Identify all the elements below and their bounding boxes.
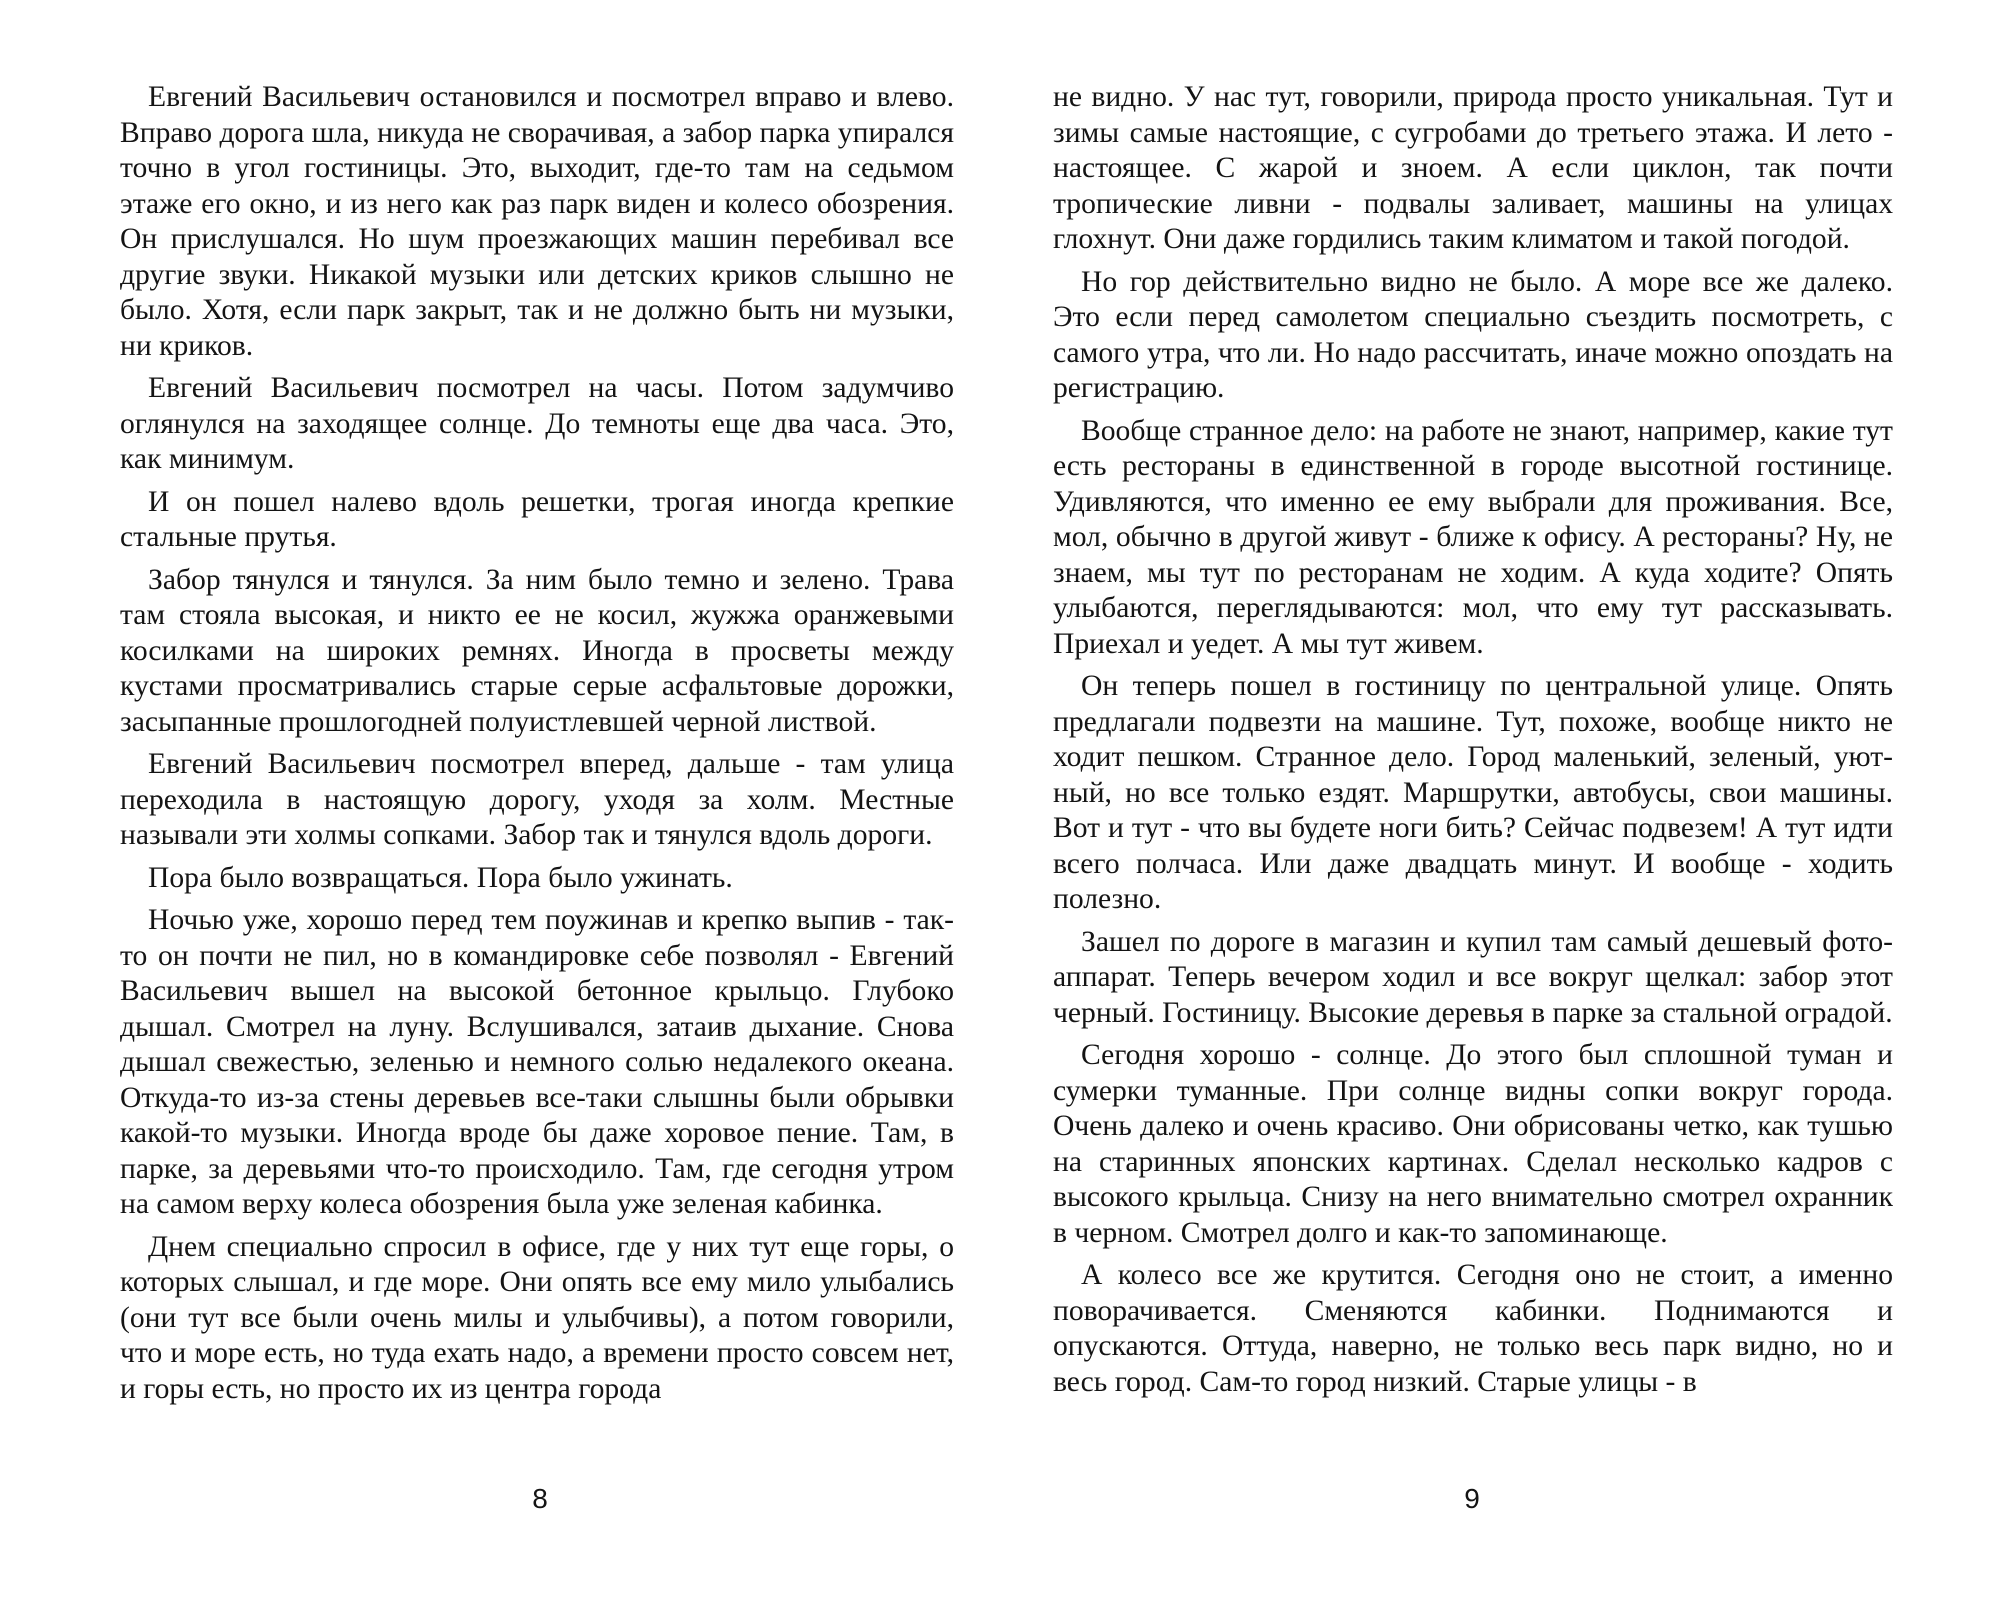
paragraph: А колесо все же крутится. Сегодня оно не стоит, а именно поворачивается. Сменяются кабинки. Поднимаются и опускаются. Оттуда, наверно, не только весь парк видно, но и весь город. Сам-то город низкий. Старые улицы - в [1053, 1259, 1893, 1398]
paragraph: И он пошел налево вдоль решетки, трогая иногда крепкие стальные прутья. [120, 485, 954, 553]
page-number-right: 9 [1464, 1483, 1480, 1514]
paragraph: Зашел по дороге в магазин и купил там самый дешевый фотоаппарат. Теперь вечером ходил и все вокруг щелкал: забор этот черный. Гостиницу. Высокие деревья в парке за стальной оградой. [1053, 925, 1893, 1029]
right-page-text [1053, 80, 1893, 1460]
paragraph-continued: не видно. У нас тут, говорили, природа просто уникальная. Тут и зимы самые настоящие, с сугробами до третьего этажа. И лето - настоящее. С жарой и зноем. А если циклон, так почти тропические ливни - подвалы заливает, машины на улицах глохнут. Они даже гордились таким климатом и такой погодой. [1053, 81, 1893, 255]
paragraph: Евгений Васильевич посмотрел на часы. Потом задумчиво оглянулся на заходящее солнце. До темноты еще два часа. Это, как минимум. [120, 372, 954, 475]
paragraph: Но гор действительно видно не было. А море все же далеко. Это если перед самолетом специально съездить посмотреть, с самого утра, что ли. Но надо рассчитать, иначе можно опоздать на регистрацию. [1053, 265, 1893, 404]
paragraph: Сегодня хорошо - солнце. До этого был сплошной туман и сумерки туманные. При солнце видны сопки вокруг города. Очень далеко и очень красиво. Они обрисованы четко, как тушью на старинных японских картинах. Сделал несколько кадров с высокого крыльца. Снизу на него внимательно смотрел охранник в черном. Смотрел долго и как-то запоминающе. [1053, 1039, 1893, 1249]
right-page [1053, 80, 1893, 1460]
paragraph: Евгений Васильевич остановился и посмотрел вправо и влево. Вправо дорога шла, никуда не сворачивая, а забор парка упирался точно в угол гостиницы. Это, выходит, где-то там на седьмом этаже его окно, и из него как раз парк виден и колесо обозрения. Он прислушался. Но шум проезжающих машин перебивал все другие звуки. Никакой музыки или детских криков слышно не было. Хотя, если парк закрыт, так и не должно быть ни музыки, ни криков. [120, 81, 954, 362]
paragraph: Днем специально спросил в офисе, где у них тут еще горы, о которых слышал, и где море. Они опять все ему мило улыбались (они тут все были очень милы и улыбчивы), а потом говорили, что и море есть, но туда ехать надо, а времени просто совсем нет, и горы есть, но просто их из центра города [120, 1230, 954, 1405]
paragraph: Пора было возвращаться. Пора было ужинать. [148, 861, 733, 894]
page-number-left: 8 [532, 1483, 548, 1514]
paragraph: Он теперь пошел в гостиницу по центральной улице. Опять предлагали подвезти на машине. Тут, похоже, вообще никто не ходит пешком. Странное дело. Город маленький, зеленый, уютный, но все только ездят. Маршрутки, автобусы, свои машины. Вот и тут - что вы будете ноги бить? Сейчас подвезем! А тут идти всего полчаса. Или даже двадцать минут. И вообще - ходить полезно. [1053, 670, 1893, 915]
paragraph: Вообще странное дело: на работе не знают, например, какие тут есть рестораны в единственной в городе высотной гостинице. Удивляются, что именно ее ему выбрали для проживания. Все, мол, обычно в другой живут - ближе к офису. А рестораны? Ну, не знаем, мы тут по ресторанам не ходим. А куда ходите? Опять улыбаются, переглядываются: мол, что ему тут рассказывать. Приехал и уедет. А мы тут живем. [1053, 414, 1893, 660]
paragraph: Забор тянулся и тянулся. За ним было темно и зелено. Трава там стояла высокая, и никто ее не косил, жужжа оранжевыми косилками на широких ремнях. Иногда в просветы между кустами просматривались старые серые асфальтовые дорожки, засыпанные прошлогодней полуистлевшей черной листвой. [120, 563, 954, 738]
paragraph: Евгений Васильевич посмотрел вперед, дальше - там улица переходила в настоящую дорогу, уходя за холм. Местные называли эти холмы сопками. Забор так и тянулся вдоль дороги. [120, 748, 954, 851]
paragraph: Ночью уже, хорошо перед тем поужинав и крепко выпив - так-то он почти не пил, но в командировке себе позволял - Евгений Васильевич вышел на высокой бетонное крыльцо. Глубоко дышал. Смотрел на луну. Вслушивался, затаив дыхание. Снова дышал свежестью, зеленью и немного солью недалекого океана. Откуда-то из-за стены деревьев все-таки слышны были обрывки какой-то музыки. Иногда вроде бы даже хоровое пение. Там, в парке, за деревьями что-то происходило. Там, где сегодня утром на самом верху колеса обозрения была уже зеленая кабинка. [120, 904, 954, 1220]
left-page [120, 80, 954, 1460]
left-page-text [120, 80, 954, 1460]
